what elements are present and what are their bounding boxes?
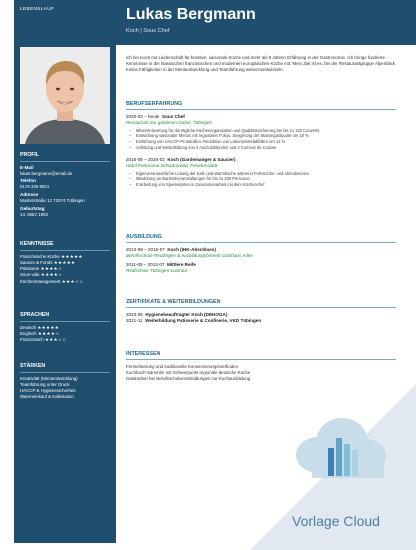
language-name: Französisch bbox=[20, 337, 44, 343]
cv-label: LEBENSLAUF bbox=[20, 7, 55, 12]
strength-item: HACCP & Hygienesicherheit bbox=[20, 388, 76, 394]
address-label: Adresse bbox=[20, 191, 39, 197]
interests-heading: INTERESSEN bbox=[126, 351, 161, 357]
profile-section bbox=[14, 152, 116, 219]
bullet-item: – Erarbeitung von Speisekarten in Zusammenarbeit mit dem Küchenchef bbox=[136, 182, 396, 188]
rating-stars: ★★★★☆ bbox=[40, 272, 63, 278]
birthday-label: Geburtstag bbox=[20, 205, 45, 211]
divider bbox=[126, 242, 396, 243]
rating-stars: ★★★★☆ bbox=[40, 266, 63, 272]
skill-name: Saucen & Fonds bbox=[20, 260, 53, 265]
skill-name: Patisserie bbox=[20, 266, 40, 272]
rating-stars: ★★★★★ bbox=[61, 253, 83, 259]
job-title: Sous Chef bbox=[162, 113, 185, 119]
strength-item: Teamführung unter Druck bbox=[20, 382, 70, 387]
education-title: Koch (IHK-Abschluss) bbox=[167, 246, 216, 252]
bullet-item: – Mitwirkung an Bankettveranstaltungen für bis zu 300 Personen bbox=[136, 176, 396, 182]
rating-stars: ★★★★★ bbox=[53, 260, 76, 265]
experience-heading: BERUFSERFAHRUNG bbox=[126, 101, 183, 107]
rating-stars: ★★★★☆ bbox=[37, 331, 60, 336]
email-label: E-Mail bbox=[20, 164, 34, 170]
bullet-item: – Mitverantwortung für die tägliche Küchenorganisation und Qualitätssicherung bei bis zu 120 Couverts bbox=[136, 128, 396, 134]
divider bbox=[126, 109, 396, 110]
rating-stars: ★★★☆☆ bbox=[44, 337, 67, 343]
experience-section bbox=[126, 101, 396, 188]
job-period: 2020-03 – heute bbox=[126, 113, 160, 119]
education-title: Mittlere Reife bbox=[167, 261, 196, 267]
job-title: Koch (Gardemanger & Saucier) bbox=[167, 156, 236, 162]
bullet-item: – Einführung von HACCP-Protokollen, Reduktion von Lebensmittelabfällen um 12 % bbox=[136, 139, 396, 145]
skill-name: Sous-vide bbox=[20, 272, 40, 278]
strengths-heading: STÄRKEN bbox=[20, 363, 46, 369]
address-value: Musterstraße 12 72074 Tübingen bbox=[20, 197, 85, 203]
skills-heading: KENNTNISSE bbox=[20, 241, 54, 247]
rating-stars: ★★★☆☆ bbox=[61, 278, 84, 284]
watermark-text: Vorlage Cloud bbox=[292, 513, 380, 529]
job-bullets bbox=[126, 128, 396, 151]
profile-heading: PROFIL bbox=[20, 152, 40, 158]
divider bbox=[20, 161, 110, 162]
divider bbox=[20, 250, 110, 251]
strength-item: Wareneinkauf & Kalkulation bbox=[20, 394, 74, 400]
person-name: Lukas Bergmann bbox=[126, 6, 256, 23]
skill-name: Französische Küche bbox=[20, 253, 60, 259]
language-item bbox=[14, 337, 116, 343]
skill-item bbox=[14, 279, 116, 285]
divider bbox=[126, 359, 396, 360]
divider bbox=[126, 307, 396, 308]
portrait-image bbox=[20, 47, 110, 144]
interest-item: Gastredner bei Berufsschulveranstaltungen zur Kochausbildung bbox=[126, 375, 251, 381]
phone-label: Telefon bbox=[20, 178, 36, 184]
skills-section bbox=[14, 241, 116, 285]
education-period: 2013-09 – 2016-07 bbox=[126, 246, 165, 252]
education-heading: AUSBILDUNG bbox=[126, 234, 162, 240]
phone-value: 0176 345 8821 bbox=[20, 184, 50, 190]
certificate-title: Weiterbildung Patisserie & Confiserie, VKD Tübingen bbox=[145, 317, 262, 323]
birthday-value: 14. März 1992 bbox=[20, 211, 49, 217]
divider bbox=[20, 372, 110, 373]
bullet-item: – Anleitung und Weiterbildung von 4 Auszubildenden und 2 Commis de Cuisine bbox=[136, 145, 396, 151]
sidebar bbox=[14, 0, 116, 543]
language-name: Englisch bbox=[20, 331, 37, 336]
bullet-item: – Eigenverantwortliche Leitung der Kalt- und Warmküche während Frühstücks- und Abendservice bbox=[136, 171, 396, 177]
certificate-item bbox=[126, 318, 396, 324]
intro-text: Ich bin Koch mit Leidenschaft für kreative, saisonale Küche und mehr als 8 Jahren Erfahrung in der Gastronomie. Ich bringe fundierte Kenntnisse in der klassischen französischen und modernen europäischen Küche mit. Mein Ziel ist es, bei der Restaurantgruppe Alpenblick meine Fähigkeiten in der Menüentwicklung und Teamführung weiterzuentwickeln. bbox=[126, 55, 395, 72]
education-period: 2011-09 – 2013-07 bbox=[126, 261, 165, 267]
job-bullets bbox=[126, 171, 396, 188]
job-company: Restaurant Zur goldenen Gabel, Tübingen bbox=[126, 119, 213, 125]
job-period: 2016-08 – 2020-02 bbox=[126, 156, 165, 162]
profile-photo bbox=[20, 47, 110, 144]
languages-section bbox=[14, 312, 116, 343]
interest-item: Fermentierung und traditionelle Konservierungsmethoden bbox=[126, 363, 239, 369]
certificate-date: 2021-11 bbox=[126, 317, 143, 323]
strength-item: Kreativität (Menüentwicklung) bbox=[20, 375, 78, 381]
languages-heading: SPRACHEN bbox=[20, 312, 50, 318]
skill-name: Küchenmanagement bbox=[20, 278, 61, 284]
bullet-item: – Entwicklung saisonaler Menüs mit regionalen Fokus, Steigerung der Stammgastquote um 18 % bbox=[136, 133, 396, 139]
rating-stars: ★★★★★ bbox=[37, 324, 60, 330]
strengths-section bbox=[14, 363, 116, 401]
education-section bbox=[126, 234, 396, 274]
interests-section bbox=[126, 351, 396, 382]
certificates-section bbox=[126, 299, 396, 324]
certificate-title: Hygienebeauftragter Koch (DEHOGA) bbox=[145, 311, 228, 317]
job-company: Hotel Panorama Schwarzwald, Freudenstadt bbox=[126, 162, 218, 168]
cloud-icon bbox=[296, 418, 386, 478]
certificates-heading: ZERTIFIKATE & WEITERBILDUNGEN bbox=[126, 299, 221, 305]
education-school: Realschule Tübingen-Lustnau bbox=[126, 267, 188, 273]
language-name: Deutsch bbox=[20, 324, 37, 330]
job-role: Koch | Sous Chef bbox=[126, 28, 170, 34]
education-school: Berufsschule Reutlingen & Ausbildungsbetrieb Gasthaus Adler bbox=[126, 252, 254, 258]
divider bbox=[20, 321, 110, 322]
header-band bbox=[116, 0, 416, 45]
interest-item: Kochbuch-Sammler mit Schwerpunkt regionale deutsche Küche bbox=[126, 369, 251, 375]
email-value: lukas.bergmann@email.de bbox=[20, 170, 73, 176]
certificate-date: 2023-05 bbox=[126, 311, 143, 317]
